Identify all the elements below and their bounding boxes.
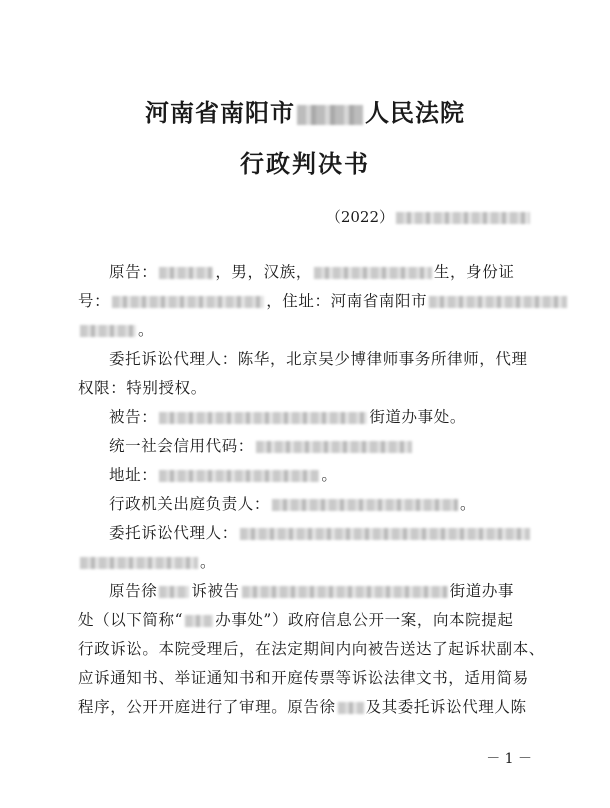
body-text: 委托诉讼代理人： <box>109 524 238 542</box>
body-text: 统一社会信用代码： <box>109 437 254 455</box>
page-number: － 1 － <box>486 751 532 767</box>
body-text: 生，身份证 <box>433 263 515 281</box>
body-text: 。 <box>321 466 338 484</box>
redacted-text <box>80 325 136 337</box>
court-name-prefix: 河南省南阳市 <box>145 98 295 127</box>
body-line <box>78 316 538 345</box>
redacted-text <box>80 557 198 569</box>
body-text: 程序，公开开庭进行了审理。原告徐 <box>78 698 336 716</box>
redacted-text <box>256 441 412 453</box>
body-line <box>78 432 538 461</box>
body-text: 街道办事 <box>449 582 515 600</box>
body-text: 。 <box>460 495 477 513</box>
body-text: 。 <box>138 321 155 339</box>
redacted-text <box>240 528 530 540</box>
body-text: 街道办事处。 <box>369 408 466 426</box>
body-line <box>78 664 538 693</box>
body-text: ，男，汉族， <box>215 263 312 281</box>
body-line <box>78 461 538 490</box>
judgment-body <box>78 258 545 722</box>
body-line <box>78 287 538 316</box>
redacted-text <box>159 267 213 279</box>
redacted-text <box>242 586 448 598</box>
body-line <box>78 693 538 722</box>
redacted-text <box>429 296 567 308</box>
body-text: 诉被告 <box>191 582 240 600</box>
court-name-suffix: 人民法院 <box>365 98 465 127</box>
redacted-text <box>185 615 213 627</box>
redacted-case-number <box>396 212 530 224</box>
body-text: 办事处”）政府信息公开一案，向本院提起 <box>215 611 514 629</box>
body-line <box>78 519 538 548</box>
body-line <box>78 345 538 374</box>
body-line <box>78 374 538 403</box>
body-text: 行政诉讼。本院受理后，在法定期间内向被告送达了起诉状副本、 <box>78 640 545 658</box>
body-line <box>78 490 538 519</box>
body-line <box>78 403 538 432</box>
case-number <box>326 206 532 227</box>
redacted-text <box>159 470 319 482</box>
body-text: 原告徐 <box>109 582 158 600</box>
body-line <box>78 606 538 635</box>
body-line <box>78 258 538 287</box>
body-text: 委托诉讼代理人：陈华，北京吴少博律师事务所律师，代理 <box>109 350 528 368</box>
redacted-text <box>338 702 364 714</box>
redacted-text <box>159 412 367 424</box>
body-text: 地址： <box>109 466 158 484</box>
document-type: 行政判决书 <box>240 149 370 178</box>
body-text: 及其委托诉讼代理人陈 <box>365 698 527 716</box>
body-text: ，住址：河南省南阳市 <box>266 292 428 310</box>
case-number-year: （2022） <box>325 208 394 226</box>
redacted-court-district <box>297 105 363 125</box>
court-name <box>0 93 610 128</box>
redacted-text <box>314 267 432 279</box>
body-line <box>78 635 545 664</box>
body-text: 号： <box>78 292 111 310</box>
body-text: 处（以下简称“ <box>78 611 184 629</box>
body-line <box>78 577 538 606</box>
body-text: 权限：特别授权。 <box>78 379 207 397</box>
body-text: 行政机关出庭负责人： <box>109 495 271 513</box>
redacted-text <box>112 296 264 308</box>
body-text: 被告： <box>109 408 158 426</box>
redacted-text <box>272 499 458 511</box>
body-text: 。 <box>200 553 217 571</box>
body-line <box>78 548 538 577</box>
redacted-text <box>159 586 189 598</box>
body-text: 应诉通知书、举证通知书和开庭传票等诉讼法律文书，适用简易 <box>78 669 529 687</box>
body-text: 原告： <box>109 263 158 281</box>
